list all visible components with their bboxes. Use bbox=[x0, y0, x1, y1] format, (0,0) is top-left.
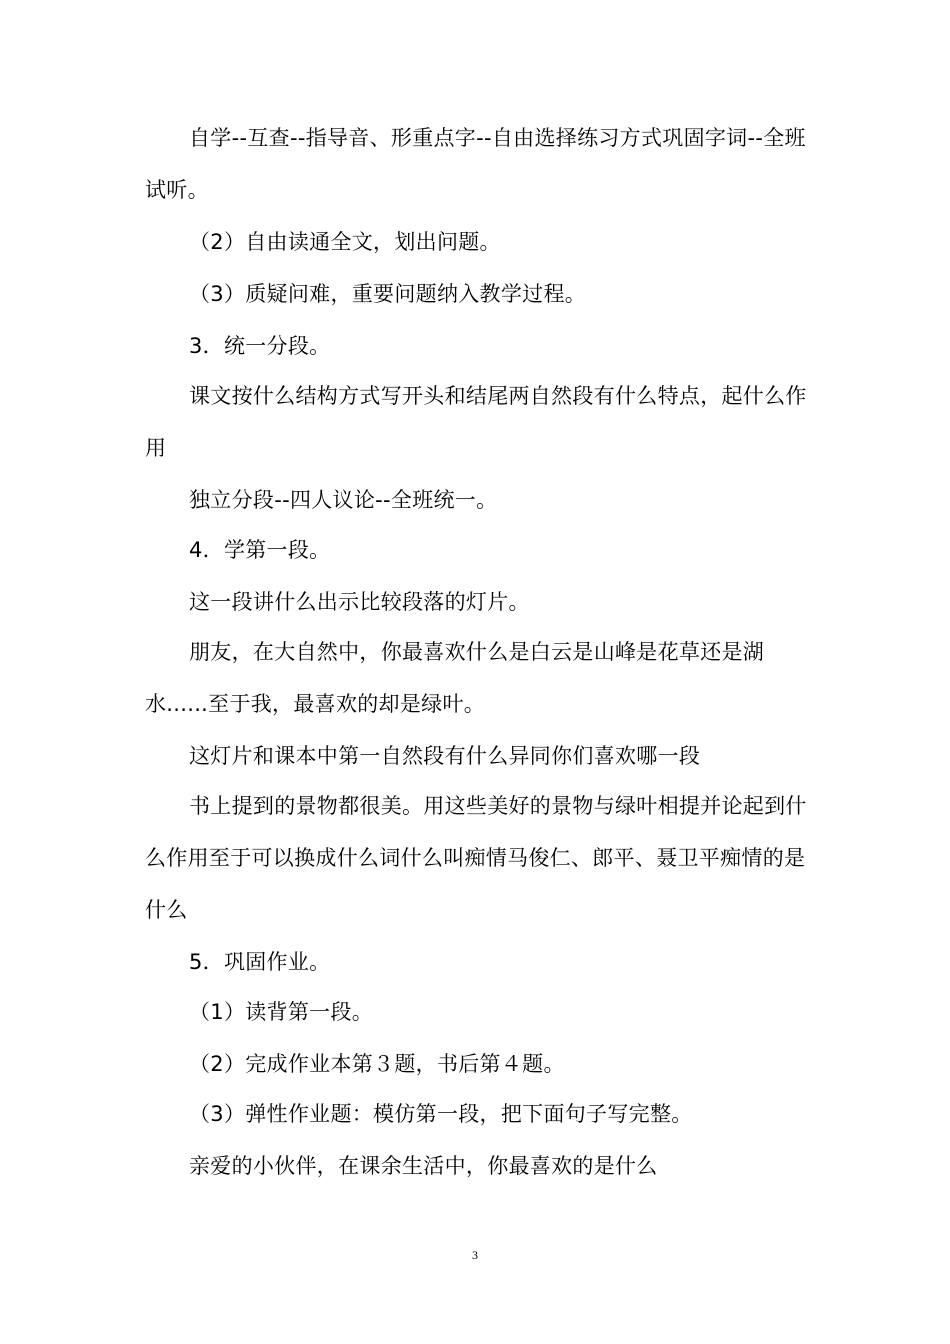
paragraph-16: 亲爱的小伙伴，在课余生活中，你最喜欢的是什么 bbox=[189, 1154, 658, 1178]
paragraph-8: 这一段讲什么出示比较段落的灯片。 bbox=[189, 590, 530, 614]
paragraph-11: 书上提到的景物都很美。用这些美好的景物与绿叶相提并论起到什么作用至于可以换成什么词什么叫痴情马俊仁、郎平、聂卫平痴情的是什么 bbox=[145, 794, 807, 922]
page-number: 3 bbox=[472, 1248, 478, 1262]
paragraph-1: 自学--互查--指导音、形重点字--自由选择练习方式巩固字词--全班试听。 bbox=[145, 126, 806, 202]
paragraph-6: 独立分段--四人议论--全班统一。 bbox=[189, 488, 498, 512]
paragraph-3: （3）质疑问难，重要问题纳入教学过程。 bbox=[189, 282, 587, 306]
paragraph-10: 这灯片和课本中第一自然段有什么异同你们喜欢哪一段 bbox=[189, 744, 701, 768]
paragraph-12: 5．巩固作业。 bbox=[189, 950, 331, 974]
paragraph-14: （2）完成作业本第３题，书后第４题。 bbox=[189, 1052, 565, 1076]
paragraph-4: 3．统一分段。 bbox=[189, 334, 331, 358]
paragraph-9: 朋友，在大自然中，你最喜欢什么是白云是山峰是花草还是湖水......至于我，最喜欢的却是绿叶。 bbox=[145, 640, 765, 716]
paragraph-5: 课文按什么结构方式写开头和结尾两自然段有什么特点，起什么作用 bbox=[145, 384, 807, 460]
paragraph-7: 4．学第一段。 bbox=[189, 538, 331, 562]
paragraph-15: （3）弹性作业题：模仿第一段，把下面句子写完整。 bbox=[189, 1102, 693, 1126]
paragraph-2: （2）自由读通全文，划出问题。 bbox=[189, 230, 501, 254]
paragraph-13: （1）读背第一段。 bbox=[189, 1000, 374, 1024]
